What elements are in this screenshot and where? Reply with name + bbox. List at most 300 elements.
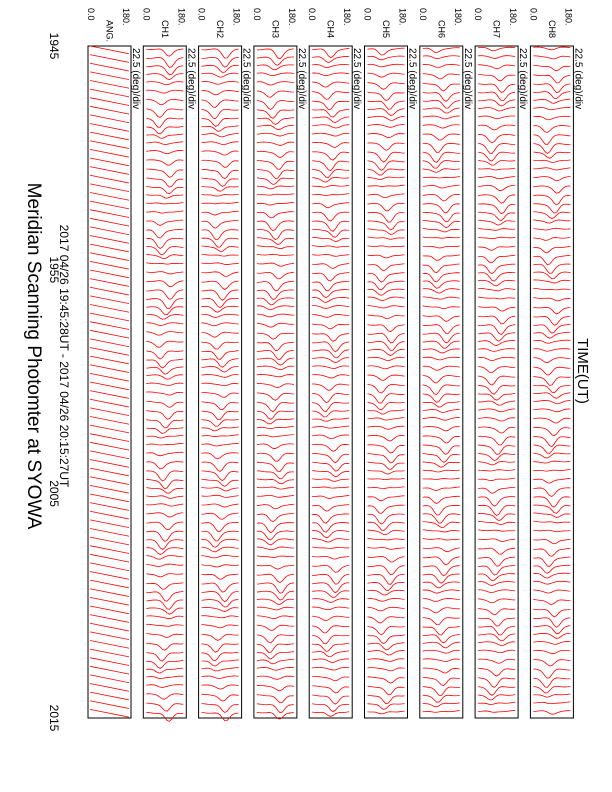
scan-trace — [257, 514, 294, 522]
scan-trace — [423, 246, 460, 248]
scan-trace — [478, 65, 515, 69]
scan-trace — [202, 539, 239, 547]
scan-trace — [202, 73, 239, 77]
panel-ch7 — [473, 8, 528, 718]
scan-trace — [533, 340, 570, 343]
scan-trace — [368, 635, 405, 644]
scan-trace — [202, 49, 239, 58]
scan-trace — [423, 83, 460, 91]
scan-trace — [257, 350, 294, 359]
scan-trace — [202, 186, 239, 191]
scan-trace — [146, 428, 183, 434]
scan-trace — [202, 419, 239, 426]
scan-trace — [368, 659, 405, 662]
scan-trace — [533, 56, 570, 59]
channel-label: CH8 — [546, 20, 557, 39]
scan-trace — [533, 126, 570, 133]
scan-trace — [533, 204, 570, 213]
scan-trace — [257, 616, 294, 619]
scan-trace — [478, 401, 515, 405]
scan-trace — [257, 471, 294, 479]
scan-trace — [533, 453, 570, 458]
scan-trace — [146, 685, 183, 688]
scan-trace — [533, 642, 570, 645]
scan-trace — [312, 643, 349, 651]
scan-trace — [312, 101, 349, 109]
y-top-label: 180. — [121, 8, 131, 26]
scan-trace — [90, 503, 129, 511]
scan-trace — [423, 221, 460, 228]
scan-trace — [533, 513, 570, 518]
scan-trace — [90, 425, 129, 433]
scan-trace — [478, 634, 515, 641]
scan-trace — [257, 246, 294, 249]
scan-trace — [202, 565, 239, 567]
scan-trace — [533, 228, 570, 230]
scan-trace — [423, 341, 460, 348]
scan-trace — [423, 462, 460, 467]
scan-trace — [312, 712, 349, 717]
scan-trace — [533, 84, 570, 93]
scan-trace — [423, 125, 460, 128]
scan-trace — [368, 547, 405, 549]
scan-trace — [90, 356, 129, 364]
scan-trace — [423, 650, 460, 653]
scan-trace — [257, 644, 294, 653]
scan-trace — [478, 548, 515, 554]
scan-trace — [146, 151, 183, 154]
scan-trace — [90, 606, 129, 614]
scan-trace — [90, 623, 129, 631]
scan-trace — [312, 479, 349, 482]
scan-trace — [312, 495, 349, 498]
scan-trace — [146, 220, 183, 225]
scan-trace — [146, 211, 183, 213]
x-tick-label: 2015 — [47, 704, 61, 732]
scan-trace — [368, 48, 405, 55]
scan-trace — [533, 590, 570, 593]
scan-trace — [146, 290, 183, 299]
scan-trace — [312, 237, 349, 241]
scan-trace — [202, 263, 239, 265]
scan-trace — [368, 556, 405, 562]
scan-trace — [478, 185, 515, 190]
scan-trace — [423, 711, 460, 713]
scan-trace — [202, 634, 239, 640]
scan-trace — [533, 478, 570, 483]
scale-label: 22.5 (deg)/div — [240, 48, 252, 110]
scan-trace — [368, 83, 405, 90]
scan-trace — [257, 133, 294, 136]
scan-trace — [423, 116, 460, 119]
scan-trace — [202, 383, 239, 386]
scan-trace — [90, 692, 129, 700]
scan-trace — [257, 161, 294, 170]
scan-trace — [312, 142, 349, 147]
scan-trace — [202, 323, 239, 326]
scan-trace — [146, 74, 183, 80]
scan-trace — [478, 659, 515, 663]
scan-trace — [312, 659, 349, 663]
scan-trace — [90, 106, 129, 114]
scan-trace — [478, 220, 515, 225]
scan-trace — [312, 314, 349, 317]
scan-trace — [90, 666, 129, 674]
scan-trace — [478, 316, 515, 324]
scan-trace — [368, 229, 405, 235]
scan-trace — [202, 453, 239, 459]
scan-trace — [146, 452, 183, 456]
channel-label: CH3 — [270, 20, 281, 39]
scan-trace — [257, 151, 294, 157]
scan-trace — [533, 461, 570, 463]
scan-trace — [202, 411, 239, 420]
scan-trace — [533, 385, 570, 393]
scan-trace — [312, 290, 349, 298]
scan-trace — [478, 134, 515, 142]
scan-trace — [533, 548, 570, 556]
scan-trace — [312, 152, 349, 160]
scan-trace — [423, 237, 460, 238]
scan-trace — [533, 660, 570, 666]
scan-trace — [368, 607, 405, 611]
scan-trace — [90, 46, 129, 54]
scan-trace — [90, 382, 129, 390]
scan-trace — [202, 427, 239, 431]
scan-trace — [423, 100, 460, 108]
scan-trace — [533, 349, 570, 352]
scan-trace — [90, 89, 129, 97]
scan-trace — [90, 218, 129, 226]
scan-trace — [257, 221, 294, 231]
scan-trace — [533, 237, 570, 240]
x-tick-label: 1945 — [47, 32, 61, 60]
scan-trace — [90, 563, 129, 571]
scan-trace — [533, 521, 570, 523]
scan-trace — [90, 709, 129, 717]
scan-trace — [257, 444, 294, 449]
panel-frame — [199, 46, 242, 718]
scan-trace — [146, 332, 183, 335]
scan-trace — [368, 357, 405, 360]
scan-trace — [202, 126, 239, 132]
scan-trace — [146, 624, 183, 626]
scan-trace — [257, 574, 294, 582]
scan-trace — [146, 616, 183, 619]
scan-trace — [146, 281, 183, 287]
scan-trace — [423, 93, 460, 102]
panel-traces — [312, 49, 349, 717]
scan-trace — [478, 702, 515, 704]
scan-trace — [257, 186, 294, 189]
scan-trace — [90, 597, 129, 605]
scan-trace — [257, 607, 294, 610]
scan-trace — [202, 211, 239, 215]
scan-trace — [478, 108, 515, 111]
scan-trace — [90, 279, 129, 287]
y-top-label: 180. — [452, 8, 463, 26]
scan-trace — [146, 592, 183, 602]
scan-trace — [257, 101, 294, 110]
scan-trace — [202, 281, 239, 289]
scan-trace — [423, 590, 460, 593]
scan-trace — [423, 349, 460, 353]
scan-trace — [202, 471, 239, 481]
scan-trace — [202, 513, 239, 519]
scan-trace — [368, 410, 405, 414]
scan-trace — [368, 651, 405, 655]
scan-trace — [202, 375, 239, 378]
scan-trace — [533, 539, 570, 544]
scan-trace — [257, 118, 294, 125]
scan-trace — [146, 634, 183, 638]
scan-trace — [90, 434, 129, 442]
scan-trace — [202, 133, 239, 136]
scan-trace — [368, 462, 405, 470]
scan-trace — [368, 643, 405, 650]
scan-trace — [533, 367, 570, 375]
channel-label: CH7 — [491, 20, 502, 39]
scan-trace — [368, 366, 405, 369]
scan-trace — [423, 608, 460, 613]
scan-trace — [478, 470, 515, 471]
scan-trace — [368, 143, 405, 150]
scan-trace — [90, 399, 129, 407]
scan-trace — [478, 74, 515, 80]
scan-trace — [257, 479, 294, 484]
scan-trace — [312, 454, 349, 463]
scan-trace — [90, 63, 129, 71]
scan-trace — [533, 686, 570, 693]
scan-trace — [312, 125, 349, 128]
scan-trace — [533, 650, 570, 653]
scan-trace — [423, 530, 460, 532]
scan-trace — [423, 366, 460, 370]
scan-trace — [423, 194, 460, 201]
scan-trace — [146, 246, 183, 254]
scan-trace — [257, 254, 294, 255]
scan-trace — [478, 307, 515, 311]
y-bottom-label: 0.0 — [251, 8, 262, 21]
scan-trace — [202, 366, 239, 372]
scan-trace — [257, 272, 294, 279]
scan-trace — [90, 649, 129, 657]
scan-trace — [368, 246, 405, 247]
scan-trace — [257, 194, 294, 195]
scan-trace — [90, 365, 129, 373]
scan-trace — [368, 237, 405, 239]
scan-trace — [368, 177, 405, 179]
scan-trace — [368, 695, 405, 704]
y-top-label: 180. — [231, 8, 242, 26]
scan-trace — [533, 316, 570, 325]
scan-trace — [312, 426, 349, 428]
panel-traces — [478, 47, 515, 712]
scan-trace — [478, 626, 515, 635]
scan-trace — [202, 435, 239, 437]
scan-trace — [202, 332, 239, 337]
scan-trace — [423, 306, 460, 309]
scan-trace — [257, 110, 294, 119]
scan-trace — [257, 565, 294, 569]
scan-trace — [533, 711, 570, 715]
scan-trace — [90, 477, 129, 485]
scan-trace — [423, 687, 460, 696]
scan-trace — [312, 462, 349, 471]
scan-trace — [478, 710, 515, 712]
scan-trace — [202, 652, 239, 661]
scan-trace — [423, 108, 460, 113]
scan-trace — [423, 427, 460, 431]
scan-trace — [146, 229, 183, 238]
scan-trace — [368, 454, 405, 463]
scan-trace — [146, 401, 183, 407]
scan-trace — [146, 556, 183, 560]
scan-trace — [312, 133, 349, 136]
scan-trace — [146, 315, 183, 320]
scan-trace — [368, 342, 405, 351]
scan-trace — [533, 99, 570, 103]
scan-trace — [533, 581, 570, 584]
scan-trace — [533, 298, 570, 301]
scan-trace — [202, 221, 239, 229]
scan-trace — [478, 530, 515, 531]
scan-trace — [533, 92, 570, 99]
scan-trace — [90, 701, 129, 709]
scan-trace — [478, 92, 515, 100]
scan-trace — [478, 116, 515, 119]
scan-trace — [312, 676, 349, 680]
channel-label: CH5 — [381, 20, 391, 39]
scan-trace — [368, 487, 405, 489]
scan-trace — [202, 668, 239, 671]
scan-trace — [533, 152, 570, 158]
scan-trace — [478, 100, 515, 106]
scan-trace — [90, 640, 129, 648]
scan-trace — [533, 47, 570, 50]
y-bottom-label: 0.0 — [196, 8, 207, 21]
scan-trace — [368, 73, 405, 77]
scan-trace — [368, 478, 405, 479]
scan-trace — [312, 375, 349, 378]
scan-trace — [90, 149, 129, 157]
panel-frame — [254, 46, 297, 718]
scan-trace — [312, 651, 349, 657]
scan-trace — [478, 255, 515, 263]
scan-trace — [90, 572, 129, 580]
scan-trace — [312, 591, 349, 598]
scan-trace — [90, 72, 129, 80]
scan-trace — [312, 92, 349, 100]
scan-trace — [478, 357, 515, 360]
scan-trace — [368, 704, 405, 710]
scan-trace — [146, 652, 183, 661]
scan-trace — [478, 288, 515, 290]
scan-trace — [257, 306, 294, 310]
scan-trace — [368, 402, 405, 410]
panel-traces — [257, 49, 294, 719]
panels — [86, 8, 583, 721]
scan-trace — [257, 495, 294, 497]
scan-trace — [202, 160, 239, 167]
scan-trace — [312, 254, 349, 256]
scan-trace — [533, 418, 570, 423]
scan-trace — [257, 366, 294, 370]
scan-trace — [312, 393, 349, 402]
scan-trace — [368, 194, 405, 198]
scan-trace — [423, 289, 460, 293]
scan-trace — [368, 56, 405, 60]
scan-trace — [368, 169, 405, 175]
scan-trace — [90, 236, 129, 244]
scan-trace — [368, 185, 405, 186]
scan-trace — [368, 505, 405, 513]
scan-trace — [533, 288, 570, 290]
scan-trace — [312, 686, 349, 693]
scan-trace — [312, 607, 349, 610]
scan-trace — [533, 324, 570, 333]
scan-trace — [146, 383, 183, 385]
panel-traces — [423, 48, 460, 713]
scan-trace — [312, 324, 349, 329]
scan-trace — [257, 142, 294, 145]
scan-trace — [368, 686, 405, 695]
scale-label: 22.5 (deg)/div — [295, 48, 307, 110]
scan-trace — [90, 124, 129, 132]
scan-trace — [423, 48, 460, 53]
scale-label: 22.5 (deg)/div — [406, 48, 418, 110]
panel-frame — [530, 46, 573, 718]
scan-trace — [423, 357, 460, 360]
scan-trace — [312, 297, 349, 302]
scan-trace — [146, 522, 183, 530]
scan-trace — [312, 203, 349, 208]
scan-trace — [257, 65, 294, 70]
scan-trace — [146, 375, 183, 379]
scan-trace — [478, 427, 515, 433]
scan-trace — [257, 453, 294, 461]
scan-trace — [423, 634, 460, 642]
scan-trace — [202, 238, 239, 247]
panel-ch3 — [252, 8, 307, 719]
scan-trace — [478, 237, 515, 239]
scan-trace — [478, 228, 515, 230]
scan-trace — [312, 505, 349, 511]
scan-trace — [368, 134, 405, 138]
scan-trace — [202, 660, 239, 666]
scan-trace — [312, 82, 349, 87]
scan-trace — [257, 202, 294, 205]
scan-trace — [257, 685, 294, 690]
scan-trace — [257, 169, 294, 178]
scan-trace — [368, 617, 405, 623]
scan-trace — [202, 479, 239, 486]
scan-trace — [202, 462, 239, 471]
scan-trace — [533, 633, 570, 638]
scan-trace — [257, 659, 294, 664]
scan-trace — [368, 161, 405, 171]
scan-trace — [533, 107, 570, 109]
scan-trace — [146, 203, 183, 204]
scan-trace — [202, 495, 239, 497]
scan-trace — [90, 580, 129, 588]
scan-trace — [90, 141, 129, 149]
scan-trace — [312, 64, 349, 67]
scan-trace — [146, 712, 183, 721]
scan-trace — [312, 538, 349, 542]
scan-trace — [312, 333, 349, 341]
scan-trace — [312, 556, 349, 559]
